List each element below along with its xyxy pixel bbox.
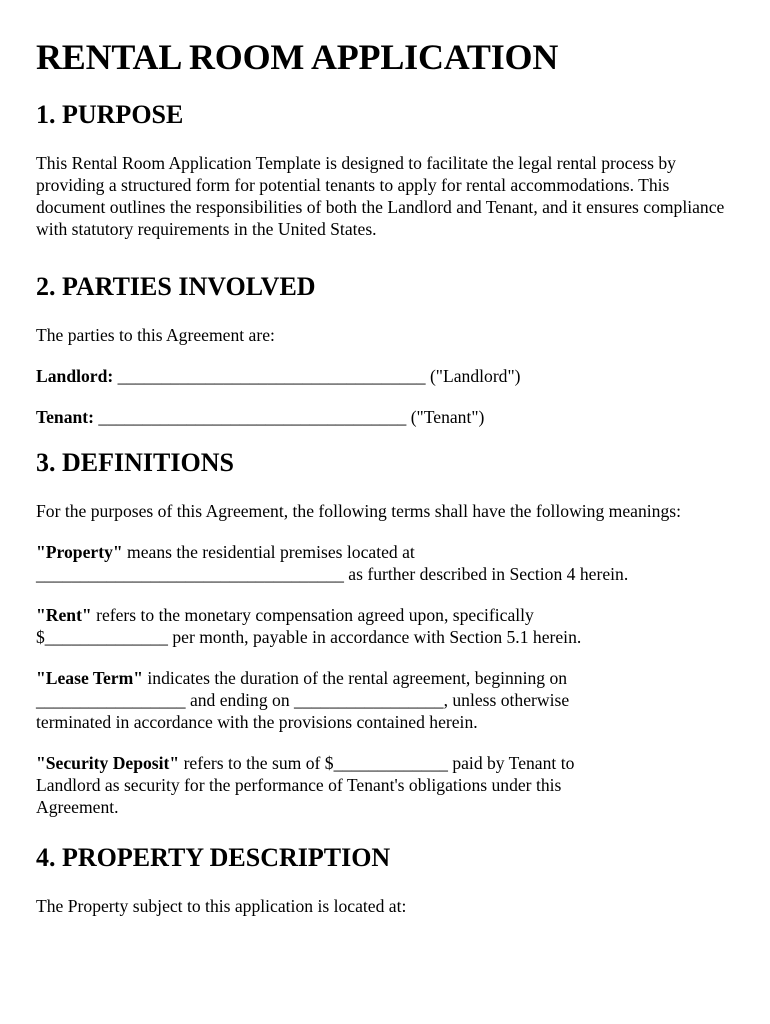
section-heading-parties: 2. PARTIES INVOLVED <box>36 272 316 301</box>
deposit-text-1: refers to the sum of $_____________ paid by Tenant to <box>179 753 575 773</box>
rent-text-1: refers to the monetary compensation agreed upon, specifically <box>91 605 534 625</box>
term-deposit: "Security Deposit" <box>36 753 180 773</box>
property-text-1: means the residential premises located at <box>122 542 415 562</box>
section-heading-property-description: 4. PROPERTY DESCRIPTION <box>36 843 391 872</box>
lease-text-1: indicates the duration of the rental agreement, beginning on <box>143 668 568 688</box>
term-property: "Property" <box>36 542 123 562</box>
term-rent: "Rent" <box>36 605 92 625</box>
definition-security-deposit <box>36 752 730 818</box>
tenant-label: Tenant: <box>36 407 95 427</box>
deposit-text-3: Agreement. <box>36 797 119 817</box>
landlord-line <box>36 365 730 387</box>
definitions-intro: For the purposes of this Agreement, the following terms shall have the following meanings: <box>36 501 681 521</box>
document-title: RENTAL ROOM APPLICATION <box>36 37 559 77</box>
landlord-blank: ___________________________________ ("Landlord") <box>113 366 521 386</box>
tenant-blank: ___________________________________ ("Tenant") <box>94 407 485 427</box>
landlord-label: Landlord: <box>36 366 114 386</box>
section-heading-definitions: 3. DEFINITIONS <box>36 448 234 477</box>
rent-text-2: $______________ per month, payable in accordance with Section 5.1 herein. <box>36 627 582 647</box>
property-description-intro: The Property subject to this application is located at: <box>36 896 407 916</box>
deposit-text-2: Landlord as security for the performance of Tenant's obligations under this <box>36 775 562 795</box>
purpose-paragraph: This Rental Room Application Template is designed to facilitate the legal rental process by providing a structured form for potential tenants to apply for rental accommodations. This document outlines the responsibilities of both the Landlord and Tenant, and it ensures compliance with statutory requirements in the United States. <box>36 153 725 239</box>
definition-rent <box>36 604 730 648</box>
tenant-line <box>36 406 730 428</box>
section-heading-purpose: 1. PURPOSE <box>36 100 184 129</box>
definition-property <box>36 541 730 585</box>
property-text-2: ___________________________________ as further described in Section 4 herein. <box>36 564 629 584</box>
lease-text-2: _________________ and ending on _________________, unless otherwise <box>36 690 570 710</box>
parties-intro: The parties to this Agreement are: <box>36 325 275 345</box>
lease-text-3: terminated in accordance with the provisions contained herein. <box>36 712 478 732</box>
definition-lease-term <box>36 667 730 733</box>
term-lease: "Lease Term" <box>36 668 144 688</box>
